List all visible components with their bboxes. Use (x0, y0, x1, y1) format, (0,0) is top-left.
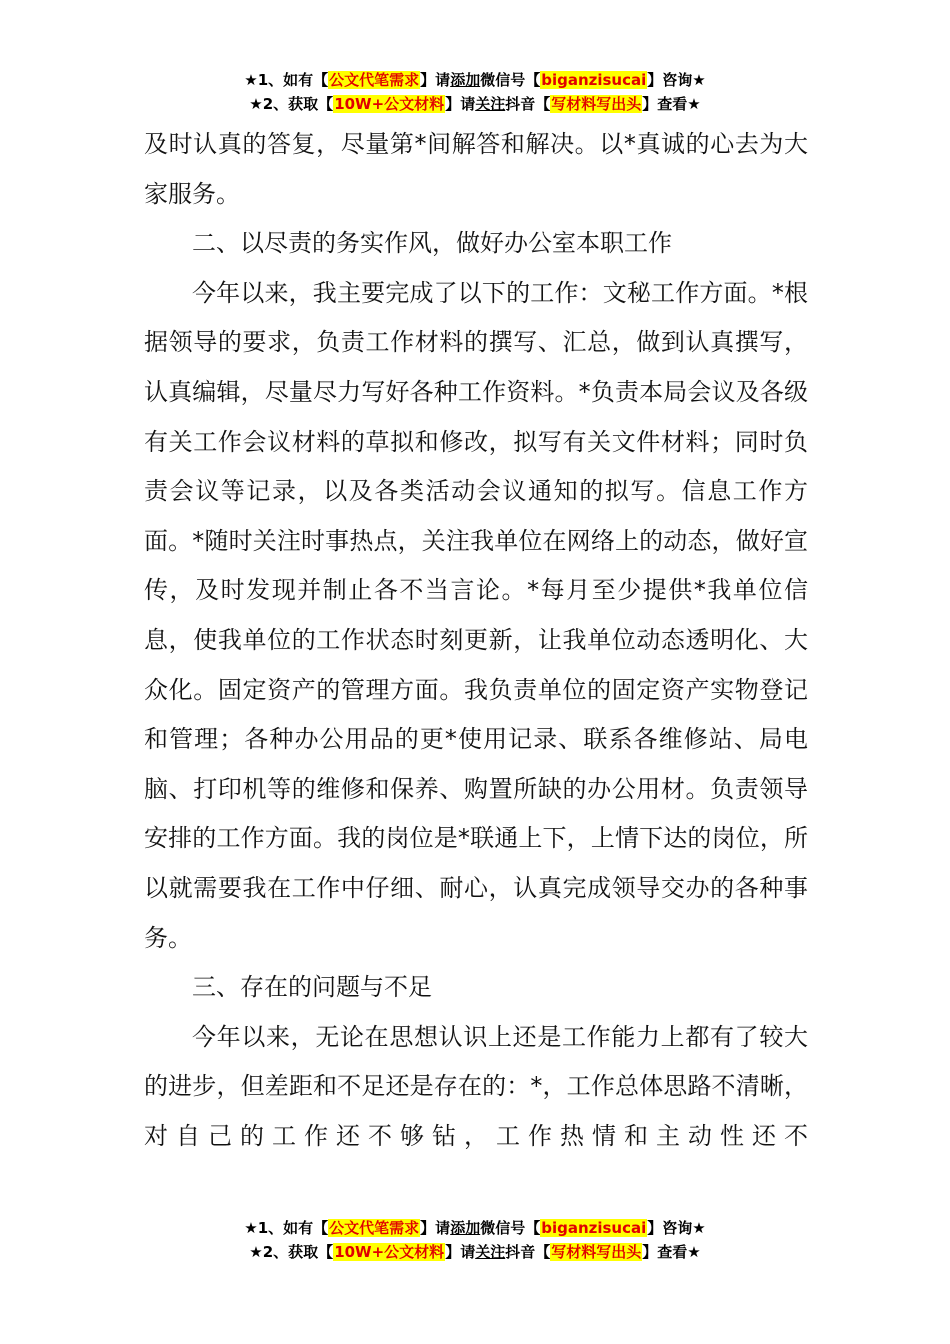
highlight-materials: 10W+公文材料 (334, 95, 445, 113)
footer-highlight-douyin-account: 写材料写出头 (551, 1243, 642, 1261)
highlight-douyin-account: 写材料写出头 (551, 95, 642, 113)
paragraph-continuation: 及时认真的答复，尽量第*间解答和解决。以*真诚的心去为大家服务。 (144, 130, 808, 208)
banner-line-1: ★1、如有【公文代笔需求】请添加微信号【biganzisucai】咨询★ (244, 71, 706, 89)
footer-highlight-service: 公文代笔需求 (329, 1219, 420, 1237)
highlight-service: 公文代笔需求 (329, 71, 420, 89)
section-heading-2: 二、以尽责的务实作风，做好办公室本职工作 (192, 229, 672, 258)
document-body (144, 120, 808, 1161)
footer-line-2: ★2、获取【10W+公文材料】请关注抖音【写材料写出头】查看★ (249, 1243, 701, 1261)
section-heading-3: 三、存在的问题与不足 (192, 973, 432, 1002)
paragraph-work-summary: 今年以来，我主要完成了以下的工作：文秘工作方面。*根据领导的要求，负责工作材料的撰写、汇总，做到认真撰写，认真编辑，尽量尽力写好各种工作资料。*负责本局会议及各级有关工作会议材料的草拟和修改，拟写有关文件材料；同时负责会议等记录，以及各类活动会议通知的拟写。信息工作方面。*随时关注时事热点，关注我单位在网络上的动态，做好宣传，及时发现并制止各不当言论。*每月至少提供*我单位信息，使我单位的工作状态时刻更新，让我单位动态透明化、大众化。固定资产的管理方面。我负责单位的固定资产实物登记和管理；各种办公用品的更*使用记录、联系各维修站、局电脑、打印机等的维修和保养、购置所缺的办公用材。负责领导安排的工作方面。我的岗位是*联通上下，上情下达的岗位，所以就需要我在工作中仔细、耐心，认真完成领导交办的各种事务。 (144, 278, 808, 952)
footer-highlight-materials: 10W+公文材料 (334, 1243, 445, 1261)
footer-banner (0, 1216, 950, 1264)
header-banner (0, 68, 950, 116)
footer-line-1: ★1、如有【公文代笔需求】请添加微信号【biganzisucai】咨询★ (244, 1219, 706, 1237)
footer-highlight-wechat-id: biganzisucai (541, 1219, 647, 1237)
highlight-wechat-id: biganzisucai (541, 71, 647, 89)
banner-line-2: ★2、获取【10W+公文材料】请关注抖音【写材料写出头】查看★ (249, 95, 701, 113)
paragraph-problems: 今年以来，无论在思想认识上还是工作能力上都有了较大的进步，但差距和不足还是存在的：*，工作总体思路不清晰，对自己的工作还不够钻，工作热情和主动性还不 (144, 1022, 808, 1150)
